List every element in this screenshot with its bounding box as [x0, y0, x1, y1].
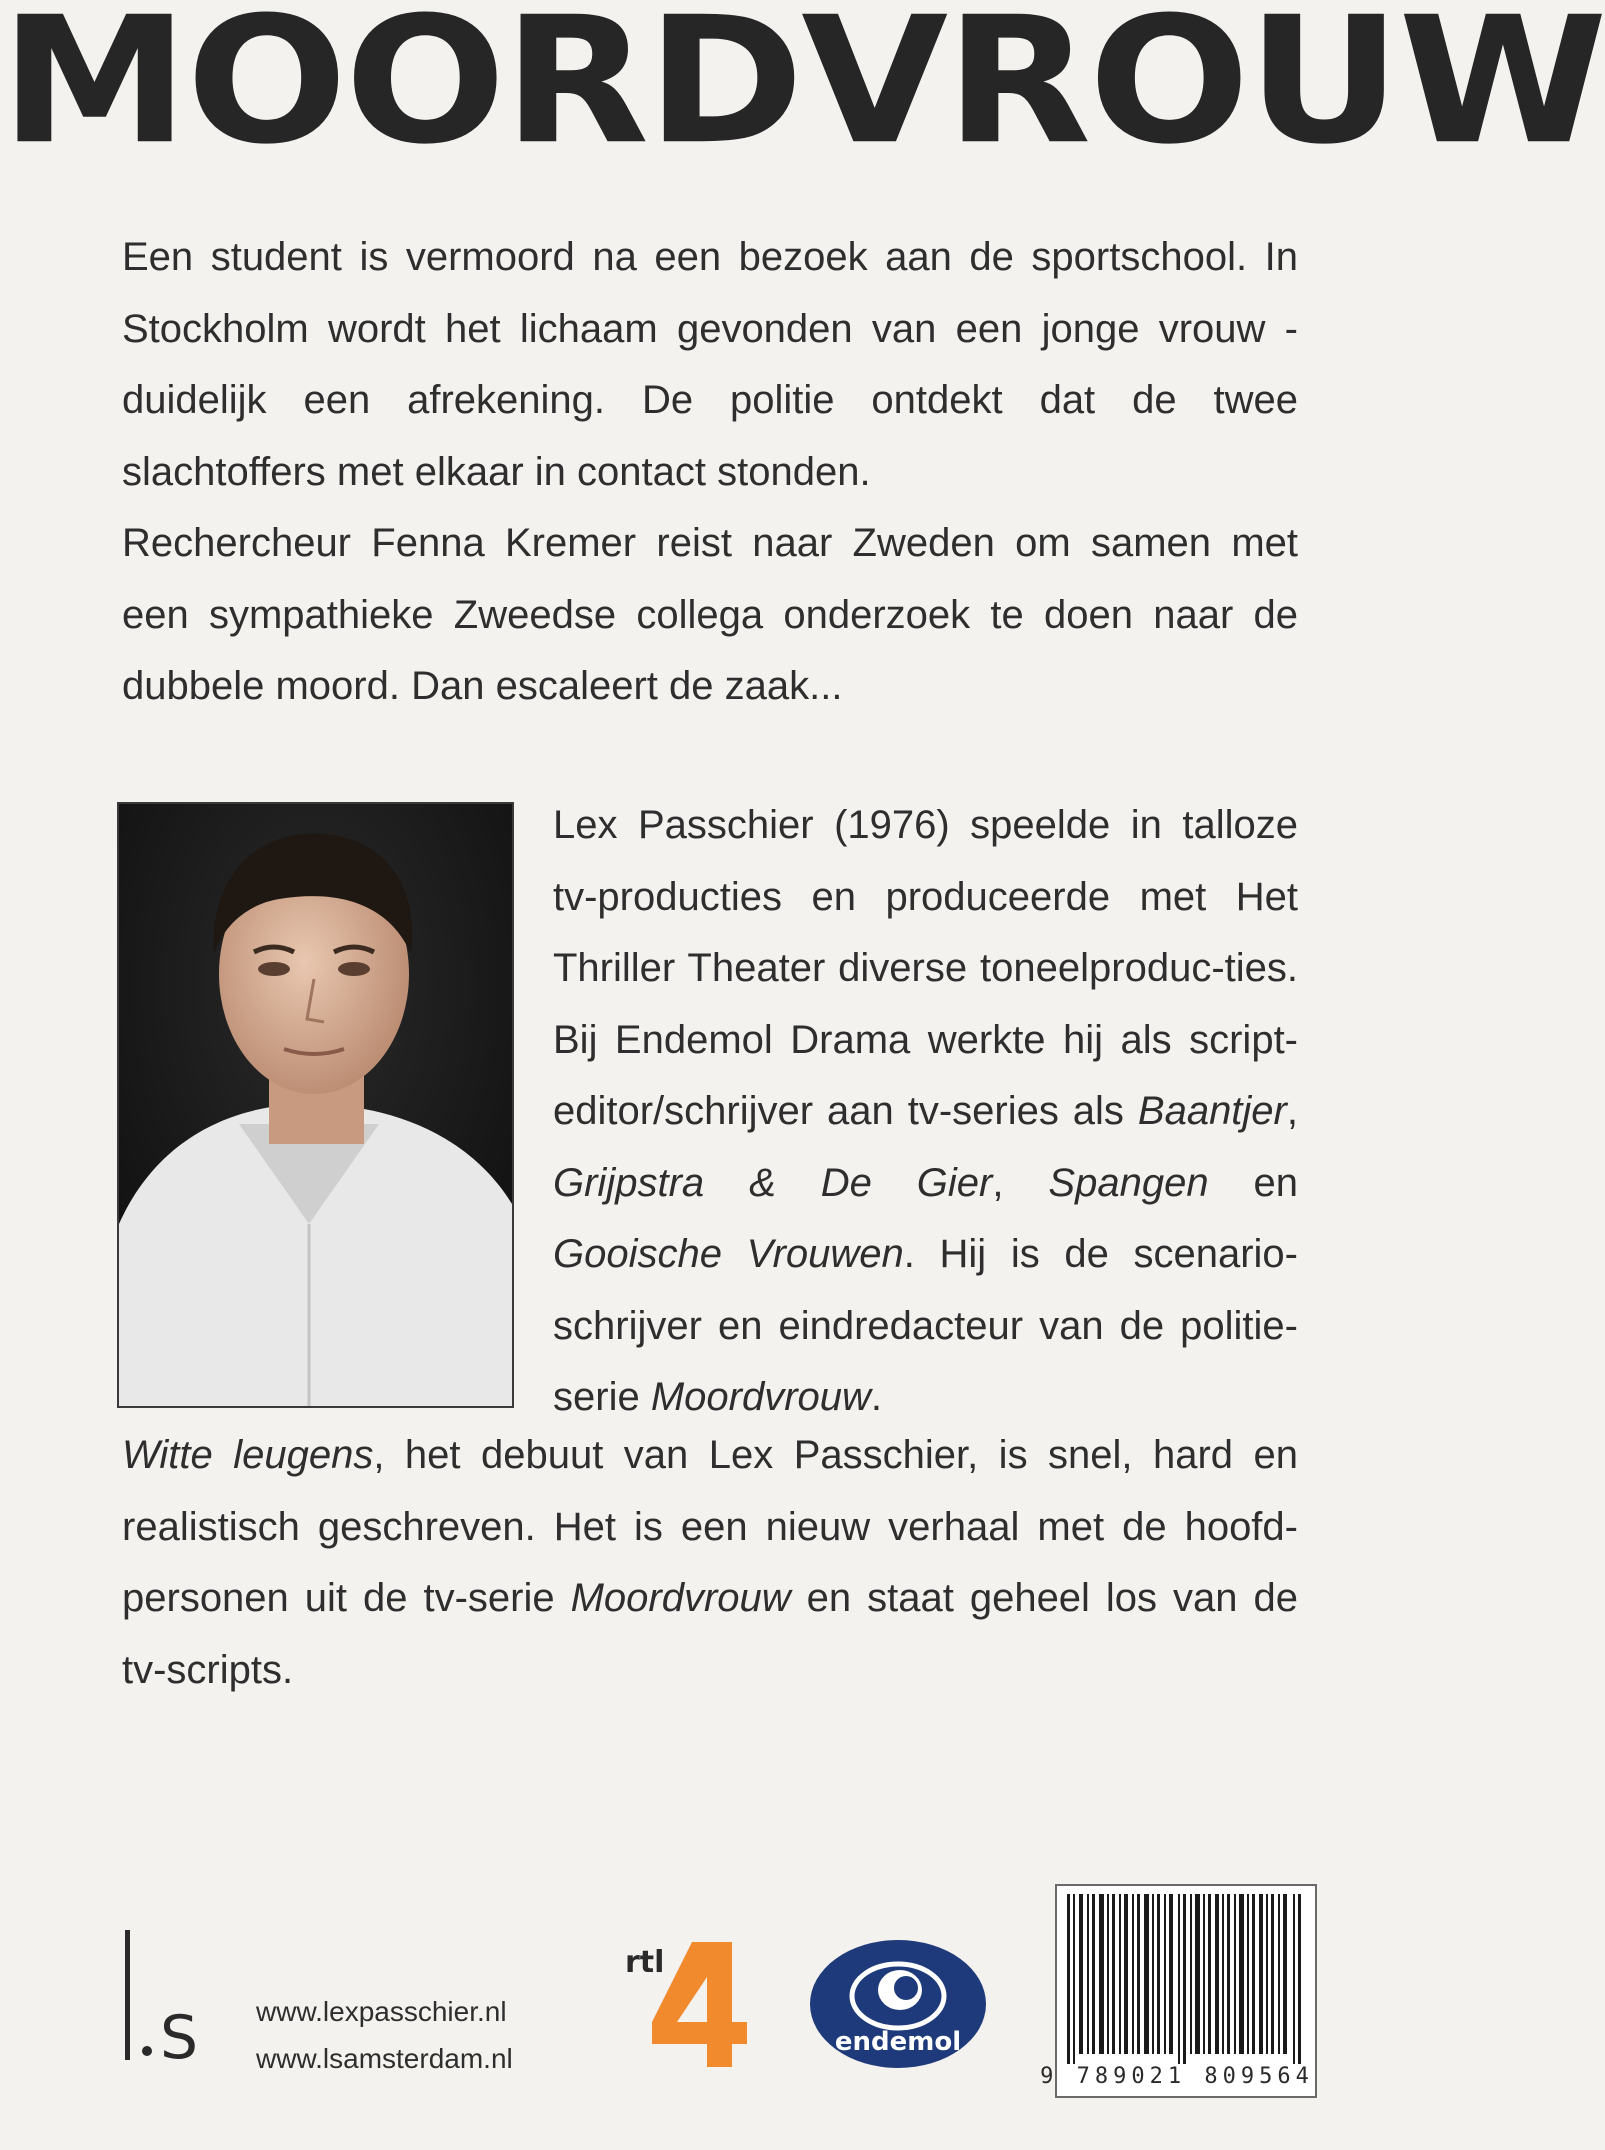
- rtl4-logo: [622, 1932, 752, 2072]
- rtl4-logo-text: rtl: [625, 1945, 665, 1980]
- isbn-number: 9 789021 809564: [1040, 2064, 1314, 2089]
- url-lsamsterdam: www.lsamsterdam.nl: [256, 2043, 513, 2074]
- synopsis-paragraph-1: Een student is vermoord na een bezoek aan de sportschool. In Stockholm wordt het lichaam gevonden van een jonge vrouw - duidelijk een afrekening. De politie ontdekt dat de twee slachtoffers met elkaar in contact stonden.: [122, 235, 1298, 494]
- bio-text-3: .: [870, 1375, 883, 1419]
- bio-text-1: Lex Passchier (1976) speelde in talloze tv-producties en produceerde met Het Thriller Theater diverse toneelproduc-ties. Bij Endemol Drama werkte hij als script-editor/schrijver aan tv-series als: [553, 803, 1298, 1133]
- endemol-logo: [808, 1938, 988, 2070]
- bio-show-moordvrouw: Moordvrouw: [650, 1375, 871, 1419]
- bio-show-spangen: Spangen: [1048, 1160, 1209, 1205]
- author-portrait-image: [119, 804, 512, 1406]
- closing-paragraph: [122, 1420, 1298, 1706]
- publisher-logo-bar: [125, 1930, 130, 2060]
- closing-text-1: , het debuut van Lex Passchier, is snel, hard en realistisch geschreven. Het is een nieuw verhaal met de hoofd-personen uit de tv-serie: [122, 1433, 1298, 1620]
- endemol-logo-text: endemol: [834, 2027, 962, 2057]
- publisher-logo-s: S: [160, 2003, 199, 2073]
- closing-text-2: en staat geheel los van de tv-scripts.: [122, 1576, 1298, 1692]
- barcode-bars: [1057, 1886, 1315, 2066]
- bio-text-2: . Hij is de scenario-schrijver en eindredacteur van de politie-serie: [553, 1232, 1298, 1419]
- series-title: MOORDVROUW: [0, 0, 1605, 183]
- closing-series-title: Moordvrouw: [570, 1576, 791, 1620]
- bio-show-gooische: Gooische Vrouwen: [553, 1232, 904, 1276]
- bio-separator-2: ,: [992, 1160, 1049, 1205]
- synopsis-paragraph-2: Rechercheur Fenna Kremer reist naar Zweden om samen met een sympathieke Zweedse collega onderzoek te doen naar de dubbele moord. Dan escaleert de zaak...: [122, 521, 1298, 708]
- rtl4-logo-number: [652, 1942, 747, 2067]
- bio-separator-1: ,: [1286, 1089, 1298, 1133]
- synopsis: [122, 222, 1298, 723]
- bio-show-baantjer: Baantjer: [1137, 1089, 1287, 1133]
- author-bio: [553, 790, 1298, 1434]
- closing-book-title: Witte leugens: [122, 1433, 374, 1477]
- author-photo: [117, 802, 514, 1408]
- bio-show-grijpstra: Grijpstra & De Gier: [553, 1160, 993, 1205]
- url-lexpasschier: www.lexpasschier.nl: [256, 1996, 507, 2027]
- publisher-logo-dot: [142, 2046, 152, 2056]
- bio-separator-3: en: [1208, 1160, 1298, 1205]
